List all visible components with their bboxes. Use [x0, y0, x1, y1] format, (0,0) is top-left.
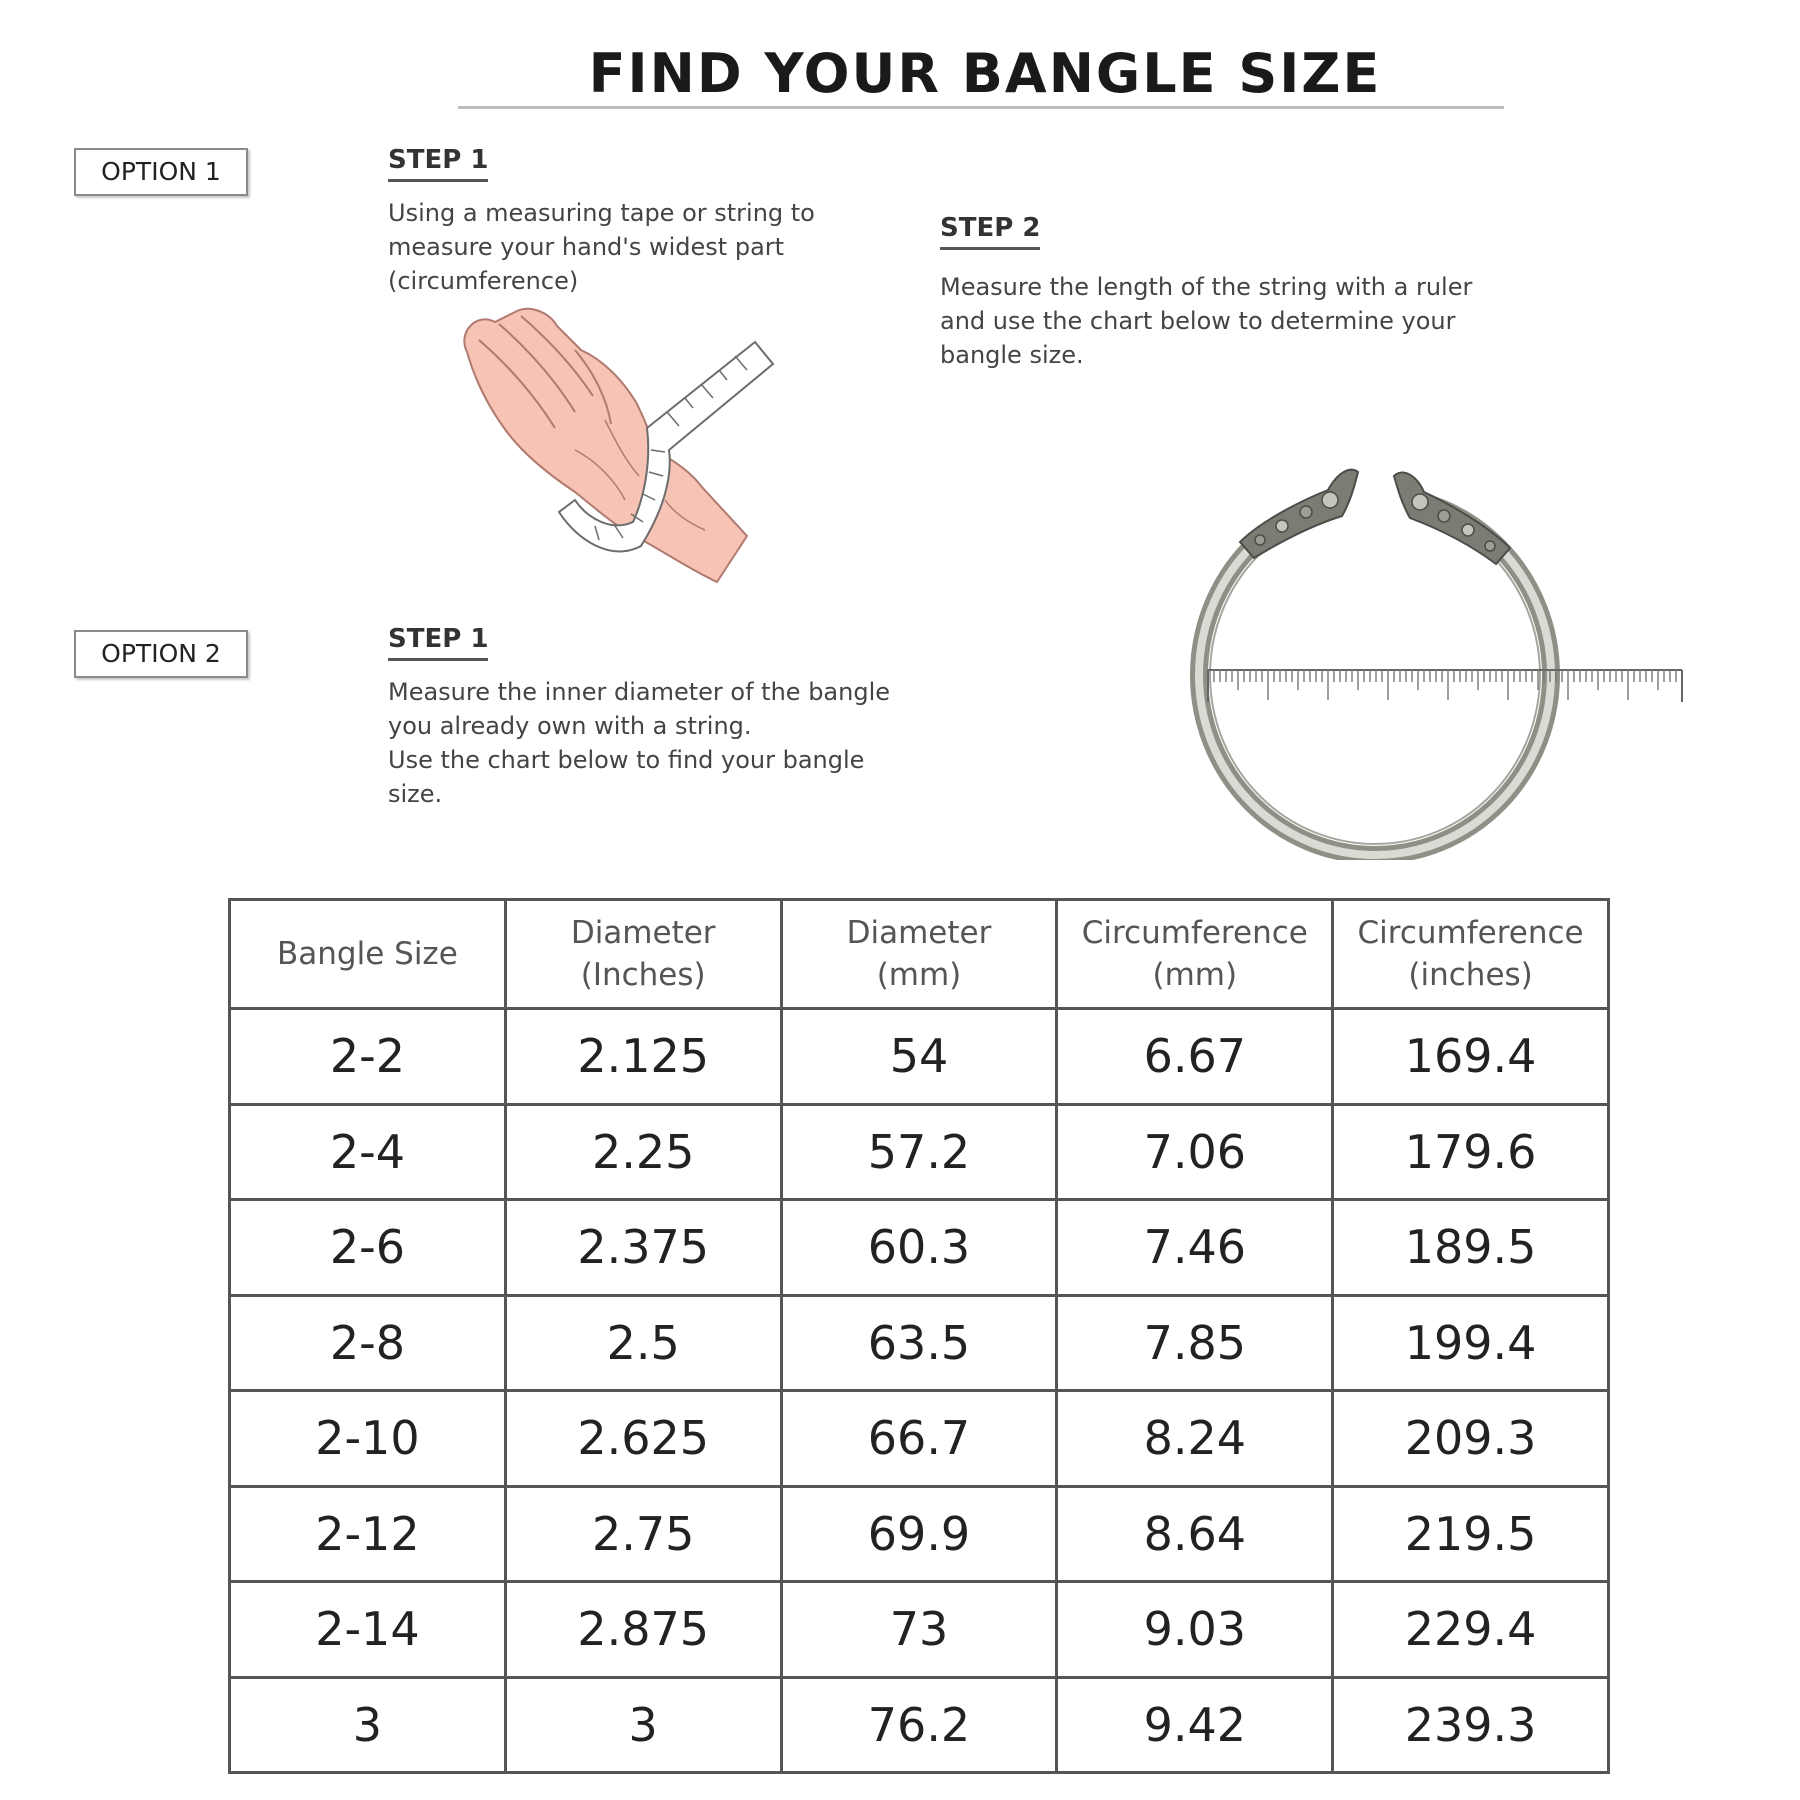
cell-circumference-inches: 229.4 — [1333, 1582, 1609, 1678]
cell-diameter-mm: 66.7 — [781, 1391, 1057, 1487]
option-1-step-2 — [940, 213, 1472, 372]
cell-circumference-mm: 6.67 — [1057, 1009, 1333, 1105]
cell-bangle-size: 2-12 — [230, 1486, 506, 1582]
hand-measuring-tape-illustration — [455, 300, 785, 590]
cell-circumference-inches: 199.4 — [1333, 1295, 1609, 1391]
header-line: Circumference — [1081, 915, 1308, 951]
cell-circumference-mm: 7.46 — [1057, 1200, 1333, 1296]
cell-diameter-mm: 54 — [781, 1009, 1057, 1105]
option-2-step-1-label: STEP 1 — [388, 624, 488, 661]
text-line: Using a measuring tape or string to — [388, 199, 815, 227]
page-title: FIND YOUR BANGLE SIZE — [588, 42, 1382, 105]
option-1-badge: OPTION 1 — [74, 148, 248, 196]
text-line: and use the chart below to determine your — [940, 307, 1456, 335]
header-bangle-size — [230, 900, 506, 1009]
header-line: (mm) — [1152, 957, 1238, 993]
bangle-ruler-illustration — [1180, 450, 1700, 860]
text-line: (circumference) — [388, 267, 579, 295]
table-row — [230, 1104, 1609, 1200]
cell-diameter-mm: 60.3 — [781, 1200, 1057, 1296]
cell-diameter-mm: 63.5 — [781, 1295, 1057, 1391]
header-line: Diameter — [570, 915, 716, 951]
option-1-step-2-text — [940, 270, 1472, 372]
table-row — [230, 1677, 1609, 1773]
header-line: Circumference — [1357, 915, 1584, 951]
header-circumference-inches — [1333, 900, 1609, 1009]
option-2-badge: OPTION 2 — [74, 630, 248, 678]
cell-circumference-inches: 179.6 — [1333, 1104, 1609, 1200]
ruler — [1208, 670, 1682, 702]
option-1-step-1-label: STEP 1 — [388, 145, 488, 182]
cell-diameter-mm: 73 — [781, 1582, 1057, 1678]
option-1-step-2-label: STEP 2 — [940, 213, 1040, 250]
cell-diameter-mm: 76.2 — [781, 1677, 1057, 1773]
cell-bangle-size: 2-6 — [230, 1200, 506, 1296]
cell-bangle-size: 2-4 — [230, 1104, 506, 1200]
cell-bangle-size: 3 — [230, 1677, 506, 1773]
bangle-ornament-right — [1394, 473, 1510, 564]
cell-circumference-inches: 209.3 — [1333, 1391, 1609, 1487]
text-line: measure your hand's widest part — [388, 233, 785, 261]
cell-circumference-mm: 8.24 — [1057, 1391, 1333, 1487]
text-line: size. — [388, 780, 443, 808]
header-line: (inches) — [1408, 957, 1533, 993]
header-diameter-inches — [505, 900, 781, 1009]
header-line: (mm) — [876, 957, 962, 993]
header-line: Bangle Size — [277, 936, 458, 972]
cell-diameter-inches: 2.5 — [505, 1295, 781, 1391]
title-divider — [458, 106, 1504, 109]
cell-bangle-size: 2-14 — [230, 1582, 506, 1678]
cell-bangle-size: 2-8 — [230, 1295, 506, 1391]
table-row — [230, 1582, 1609, 1678]
option-2-step-1 — [388, 624, 890, 811]
cell-circumference-mm: 7.85 — [1057, 1295, 1333, 1391]
cell-circumference-inches: 239.3 — [1333, 1677, 1609, 1773]
header-line: (Inches) — [580, 957, 706, 993]
cell-circumference-inches: 169.4 — [1333, 1009, 1609, 1105]
cell-circumference-mm: 7.06 — [1057, 1104, 1333, 1200]
cell-circumference-mm: 9.03 — [1057, 1582, 1333, 1678]
table-row — [230, 1486, 1609, 1582]
cell-diameter-inches: 2.625 — [505, 1391, 781, 1487]
cell-diameter-mm: 69.9 — [781, 1486, 1057, 1582]
cell-circumference-inches: 219.5 — [1333, 1486, 1609, 1582]
option-1-step-1 — [388, 145, 815, 298]
cell-diameter-inches: 2.125 — [505, 1009, 781, 1105]
cell-bangle-size: 2-10 — [230, 1391, 506, 1487]
table-row — [230, 1295, 1609, 1391]
header-circumference-mm — [1057, 900, 1333, 1009]
table-row — [230, 1009, 1609, 1105]
text-line: you already own with a string. — [388, 712, 752, 740]
cell-circumference-mm: 8.64 — [1057, 1486, 1333, 1582]
text-line: Use the chart below to find your bangle — [388, 746, 865, 774]
cell-diameter-mm: 57.2 — [781, 1104, 1057, 1200]
table-header-row — [230, 900, 1609, 1009]
text-line: Measure the length of the string with a ruler — [940, 273, 1473, 301]
header-line: Diameter — [846, 915, 992, 951]
text-line: bangle size. — [940, 341, 1084, 369]
text-line: Measure the inner diameter of the bangle — [388, 678, 891, 706]
bangle-size-table — [228, 898, 1610, 1774]
table-row — [230, 1200, 1609, 1296]
bangle-ornament-left — [1240, 470, 1358, 558]
cell-diameter-inches: 2.75 — [505, 1486, 781, 1582]
option-1-step-1-text — [388, 196, 815, 298]
option-2-step-1-text — [388, 675, 890, 811]
cell-diameter-inches: 2.875 — [505, 1582, 781, 1678]
cell-circumference-mm: 9.42 — [1057, 1677, 1333, 1773]
header-diameter-mm — [781, 900, 1057, 1009]
cell-diameter-inches: 2.25 — [505, 1104, 781, 1200]
cell-diameter-inches: 3 — [505, 1677, 781, 1773]
cell-circumference-inches: 189.5 — [1333, 1200, 1609, 1296]
table-row — [230, 1391, 1609, 1487]
cell-diameter-inches: 2.375 — [505, 1200, 781, 1296]
cell-bangle-size: 2-2 — [230, 1009, 506, 1105]
